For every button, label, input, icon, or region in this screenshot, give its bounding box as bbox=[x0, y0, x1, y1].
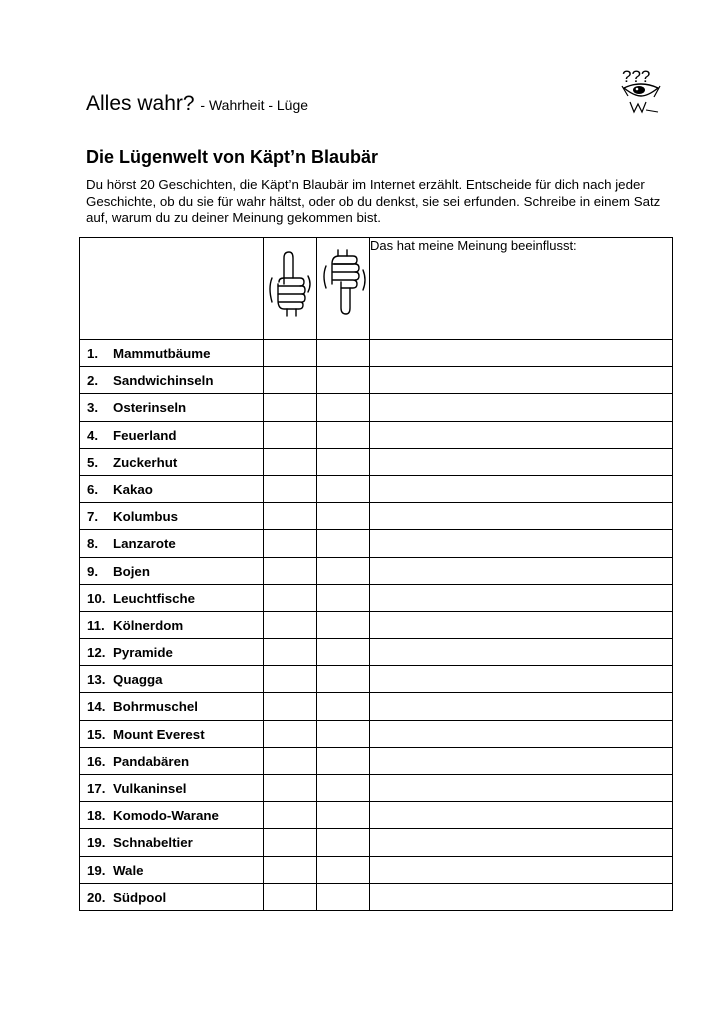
false-checkbox-cell[interactable] bbox=[317, 693, 370, 720]
true-checkbox-cell[interactable] bbox=[264, 611, 317, 638]
story-number: 16. bbox=[87, 753, 106, 769]
true-checkbox-cell[interactable] bbox=[264, 802, 317, 829]
story-number: 8. bbox=[87, 536, 99, 552]
document-title: Die Lügenwelt von Käpt’n Blaubär bbox=[86, 147, 379, 167]
false-checkbox-cell[interactable] bbox=[317, 829, 370, 856]
story-title: Komodo-Warane bbox=[113, 808, 219, 824]
story-number: 19. bbox=[87, 835, 106, 851]
story-label-cell bbox=[80, 693, 264, 720]
true-checkbox-cell[interactable] bbox=[264, 829, 317, 856]
story-number: 12. bbox=[87, 645, 106, 661]
story-title: Lanzarote bbox=[113, 536, 176, 552]
story-title: Südpool bbox=[113, 889, 167, 905]
story-label bbox=[80, 612, 263, 633]
table-row bbox=[80, 421, 673, 448]
story-label bbox=[80, 721, 263, 742]
story-label-cell bbox=[80, 530, 264, 557]
story-label bbox=[80, 829, 263, 850]
story-title: Zuckerhut bbox=[113, 454, 178, 470]
story-title: Kolumbus bbox=[113, 509, 179, 525]
reason-cell[interactable] bbox=[370, 829, 673, 856]
story-label bbox=[80, 693, 263, 714]
true-checkbox-cell[interactable] bbox=[264, 666, 317, 693]
false-checkbox-cell[interactable] bbox=[317, 802, 370, 829]
false-checkbox-cell[interactable] bbox=[317, 584, 370, 611]
evaluation-table bbox=[79, 237, 673, 911]
true-checkbox-cell[interactable] bbox=[264, 747, 317, 774]
story-title: Pandabären bbox=[113, 753, 190, 769]
false-checkbox-cell[interactable] bbox=[317, 475, 370, 502]
story-title: Bohrmuschel bbox=[113, 699, 198, 715]
false-checkbox-cell[interactable] bbox=[317, 367, 370, 394]
story-label bbox=[80, 367, 263, 388]
story-title: Pyramide bbox=[113, 645, 173, 661]
true-checkbox-cell[interactable] bbox=[264, 775, 317, 802]
reason-cell[interactable] bbox=[370, 883, 673, 910]
story-number: 4. bbox=[87, 427, 99, 443]
story-title: Osterinseln bbox=[113, 400, 187, 416]
story-number: 3. bbox=[87, 400, 99, 416]
header-subtitle: - Wahrheit - Lüge bbox=[200, 97, 309, 113]
story-label bbox=[80, 884, 263, 905]
header-title: Alles wahr? bbox=[86, 92, 195, 115]
reason-cell[interactable] bbox=[370, 557, 673, 584]
true-checkbox-cell[interactable] bbox=[264, 530, 317, 557]
table-row bbox=[80, 693, 673, 720]
story-label bbox=[80, 748, 263, 769]
story-number: 11. bbox=[87, 617, 105, 633]
true-checkbox-cell[interactable] bbox=[264, 340, 317, 367]
story-label bbox=[80, 394, 263, 415]
reason-cell[interactable] bbox=[370, 693, 673, 720]
table-row bbox=[80, 829, 673, 856]
false-checkbox-cell[interactable] bbox=[317, 394, 370, 421]
story-label bbox=[80, 775, 263, 796]
story-number: 20. bbox=[87, 889, 106, 905]
true-checkbox-cell[interactable] bbox=[264, 584, 317, 611]
logo-question-marks: ??? bbox=[622, 67, 651, 86]
table-row bbox=[80, 557, 673, 584]
reason-cell[interactable] bbox=[370, 666, 673, 693]
story-title: Wale bbox=[113, 862, 144, 878]
true-checkbox-cell[interactable] bbox=[264, 475, 317, 502]
story-number: 17. bbox=[87, 781, 106, 796]
story-number: 15. bbox=[87, 726, 106, 742]
story-label-cell bbox=[80, 557, 264, 584]
reason-cell[interactable] bbox=[370, 503, 673, 530]
table-row bbox=[80, 503, 673, 530]
reason-cell[interactable] bbox=[370, 475, 673, 502]
thumbs-down-icon bbox=[317, 248, 370, 318]
story-label-cell bbox=[80, 883, 264, 910]
story-title: Kakao bbox=[113, 481, 153, 497]
story-number: 14. bbox=[87, 699, 106, 715]
story-label-cell bbox=[80, 720, 264, 747]
reason-cell[interactable] bbox=[370, 367, 673, 394]
story-label bbox=[80, 503, 263, 524]
story-label-cell bbox=[80, 856, 264, 883]
false-checkbox-cell[interactable] bbox=[317, 557, 370, 584]
reason-cell[interactable] bbox=[370, 340, 673, 367]
story-label-cell bbox=[80, 394, 264, 421]
table-row bbox=[80, 340, 673, 367]
true-checkbox-cell[interactable] bbox=[264, 639, 317, 666]
story-label-cell bbox=[80, 475, 264, 502]
table-header-row bbox=[80, 238, 673, 340]
table-row bbox=[80, 394, 673, 421]
story-label-cell bbox=[80, 666, 264, 693]
story-label bbox=[80, 639, 263, 660]
table-row bbox=[80, 367, 673, 394]
empty-header-cell bbox=[80, 238, 264, 340]
false-checkbox-cell[interactable] bbox=[317, 340, 370, 367]
instructions-paragraph: Du hörst 20 Geschichten, die Käpt’n Blaubär im Internet erzählt. Entscheide für dich nach jeder Geschichte, ob du sie für wahr hältst, oder ob du denkst, sie sei erfunden. Schreibe in einem Satz auf, warum du zu deiner Meinung gekommen bist. bbox=[86, 177, 661, 225]
table-row bbox=[80, 666, 673, 693]
story-label bbox=[80, 530, 263, 551]
story-number: 5. bbox=[87, 454, 99, 470]
table-row bbox=[80, 530, 673, 557]
table-row bbox=[80, 883, 673, 910]
story-label-cell bbox=[80, 584, 264, 611]
thumbs-up-icon bbox=[264, 248, 317, 318]
story-label-cell bbox=[80, 639, 264, 666]
thumbs-up-header bbox=[264, 238, 317, 340]
false-checkbox-cell[interactable] bbox=[317, 856, 370, 883]
story-title: Sandwichinseln bbox=[113, 373, 214, 389]
table-row bbox=[80, 611, 673, 638]
story-label bbox=[80, 857, 263, 878]
true-checkbox-cell[interactable] bbox=[264, 693, 317, 720]
story-number: 6. bbox=[87, 481, 99, 497]
story-title: Kölnerdom bbox=[113, 617, 184, 633]
false-checkbox-cell[interactable] bbox=[317, 720, 370, 747]
true-checkbox-cell[interactable] bbox=[264, 557, 317, 584]
story-label-cell bbox=[80, 503, 264, 530]
reason-cell[interactable] bbox=[370, 747, 673, 774]
story-title: Vulkaninsel bbox=[113, 781, 187, 796]
table-row bbox=[80, 475, 673, 502]
reason-cell[interactable] bbox=[370, 530, 673, 557]
table-row bbox=[80, 584, 673, 611]
false-checkbox-cell[interactable] bbox=[317, 639, 370, 666]
confused-face-icon bbox=[618, 66, 664, 118]
true-checkbox-cell[interactable] bbox=[264, 448, 317, 475]
story-label-cell bbox=[80, 611, 264, 638]
story-label-cell bbox=[80, 829, 264, 856]
story-title: Quagga bbox=[113, 672, 163, 688]
false-checkbox-cell[interactable] bbox=[317, 530, 370, 557]
table-row bbox=[80, 720, 673, 747]
true-checkbox-cell[interactable] bbox=[264, 720, 317, 747]
reason-cell[interactable] bbox=[370, 584, 673, 611]
story-title: Mount Everest bbox=[113, 726, 205, 742]
story-label-cell bbox=[80, 747, 264, 774]
thumbs-down-header bbox=[317, 238, 370, 340]
table-row bbox=[80, 802, 673, 829]
story-label bbox=[80, 340, 263, 361]
story-title: Schnabeltier bbox=[113, 835, 193, 851]
story-label bbox=[80, 585, 263, 606]
story-label-cell bbox=[80, 367, 264, 394]
table-row bbox=[80, 775, 673, 802]
story-label bbox=[80, 449, 263, 470]
reason-cell[interactable] bbox=[370, 394, 673, 421]
true-checkbox-cell[interactable] bbox=[264, 367, 317, 394]
false-checkbox-cell[interactable] bbox=[317, 666, 370, 693]
reason-cell[interactable] bbox=[370, 856, 673, 883]
story-number: 1. bbox=[87, 346, 99, 361]
story-number: 18. bbox=[87, 808, 106, 824]
worksheet-header bbox=[86, 92, 308, 116]
false-checkbox-cell[interactable] bbox=[317, 775, 370, 802]
story-title: Bojen bbox=[113, 563, 150, 579]
story-number: 19. bbox=[87, 862, 106, 878]
story-title: Leuchtfische bbox=[113, 590, 196, 606]
story-number: 13. bbox=[87, 672, 106, 688]
story-label bbox=[80, 422, 263, 443]
story-label bbox=[80, 666, 263, 687]
story-number: 10. bbox=[87, 590, 106, 606]
table-row bbox=[80, 448, 673, 475]
table-row bbox=[80, 856, 673, 883]
reason-cell[interactable] bbox=[370, 720, 673, 747]
story-number: 9. bbox=[87, 563, 99, 579]
story-label bbox=[80, 476, 263, 497]
false-checkbox-cell[interactable] bbox=[317, 883, 370, 910]
story-label-cell bbox=[80, 802, 264, 829]
story-label-cell bbox=[80, 448, 264, 475]
table-row bbox=[80, 639, 673, 666]
story-title: Mammutbäume bbox=[113, 346, 211, 361]
reason-cell[interactable] bbox=[370, 639, 673, 666]
reason-cell[interactable] bbox=[370, 448, 673, 475]
reason-cell[interactable] bbox=[370, 421, 673, 448]
table-row bbox=[80, 747, 673, 774]
reason-cell[interactable] bbox=[370, 802, 673, 829]
story-label-cell bbox=[80, 775, 264, 802]
story-label-cell bbox=[80, 421, 264, 448]
true-checkbox-cell[interactable] bbox=[264, 421, 317, 448]
true-checkbox-cell[interactable] bbox=[264, 856, 317, 883]
false-checkbox-cell[interactable] bbox=[317, 611, 370, 638]
false-checkbox-cell[interactable] bbox=[317, 747, 370, 774]
opinion-column-header: Das hat meine Meinung beeinflusst: bbox=[370, 238, 673, 340]
true-checkbox-cell[interactable] bbox=[264, 503, 317, 530]
story-label bbox=[80, 802, 263, 823]
story-title: Feuerland bbox=[113, 427, 177, 443]
false-checkbox-cell[interactable] bbox=[317, 421, 370, 448]
true-checkbox-cell[interactable] bbox=[264, 883, 317, 910]
story-number: 7. bbox=[87, 509, 99, 525]
true-checkbox-cell[interactable] bbox=[264, 394, 317, 421]
false-checkbox-cell[interactable] bbox=[317, 448, 370, 475]
reason-cell[interactable] bbox=[370, 611, 673, 638]
reason-cell[interactable] bbox=[370, 775, 673, 802]
story-number: 2. bbox=[87, 373, 99, 389]
story-label-cell bbox=[80, 340, 264, 367]
false-checkbox-cell[interactable] bbox=[317, 503, 370, 530]
story-label bbox=[80, 558, 263, 579]
